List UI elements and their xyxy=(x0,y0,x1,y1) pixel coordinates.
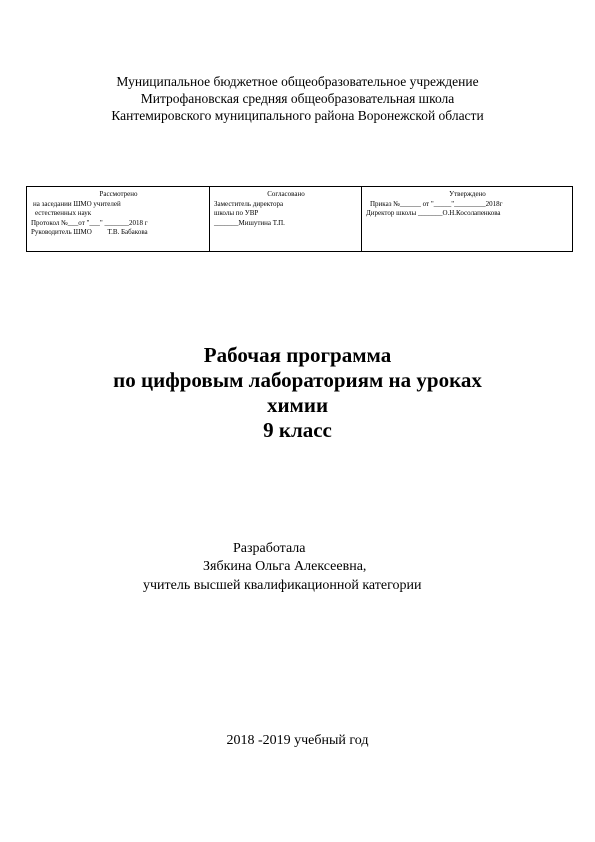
approval-table xyxy=(26,186,573,252)
author-label: Разработала xyxy=(233,541,306,556)
agreed-line-1: Заместитель директора xyxy=(214,199,284,208)
header-line-1: Муниципальное бюджетное общеобразовательное учреждение xyxy=(116,74,479,89)
approval-approved-cell xyxy=(362,187,572,251)
considered-line-3: Протокол №___от "___" _______2018 г xyxy=(31,218,148,227)
agreed-line-3: _______Мишутина Т.П. xyxy=(214,218,285,227)
agreed-line-2: школы по УВР xyxy=(214,209,259,217)
title-line-2: по цифровым лабораториям на уроках xyxy=(113,368,482,392)
approval-considered-cell xyxy=(27,187,210,251)
approval-agreed-cell xyxy=(210,187,362,251)
agreed-title: Согласовано xyxy=(267,190,305,198)
title-line-3: химии xyxy=(266,393,329,417)
considered-line-1: на заседании ШМО учителей xyxy=(33,199,121,208)
approved-line-2: Директор школы _______О.Н.Косолапенкова xyxy=(366,209,501,217)
title-line-4: 9 класс xyxy=(263,418,332,442)
institution-header xyxy=(0,73,595,124)
author-position: учитель высшей квалификационной категории xyxy=(143,578,422,593)
author-name: Зябкина Ольга Алексеевна, xyxy=(203,559,367,574)
header-line-3: Кантемировского муниципального района Воронежской области xyxy=(111,108,484,123)
approved-line-1: Приказ №______ от "_____"_________2018г xyxy=(370,199,503,208)
academic-year: 2018 -2019 учебный год xyxy=(226,733,369,748)
considered-title: Рассмотрено xyxy=(99,190,138,198)
program-title xyxy=(0,343,595,443)
considered-line-4: Руководитель ШМО Т.В. Бабакова xyxy=(31,228,148,236)
header-line-2: Митрофановская средняя общеобразовательная школа xyxy=(140,91,455,106)
title-line-1: Рабочая программа xyxy=(203,343,392,367)
approved-title: Утверждено xyxy=(449,190,486,198)
considered-line-2: естественных наук xyxy=(35,209,92,217)
